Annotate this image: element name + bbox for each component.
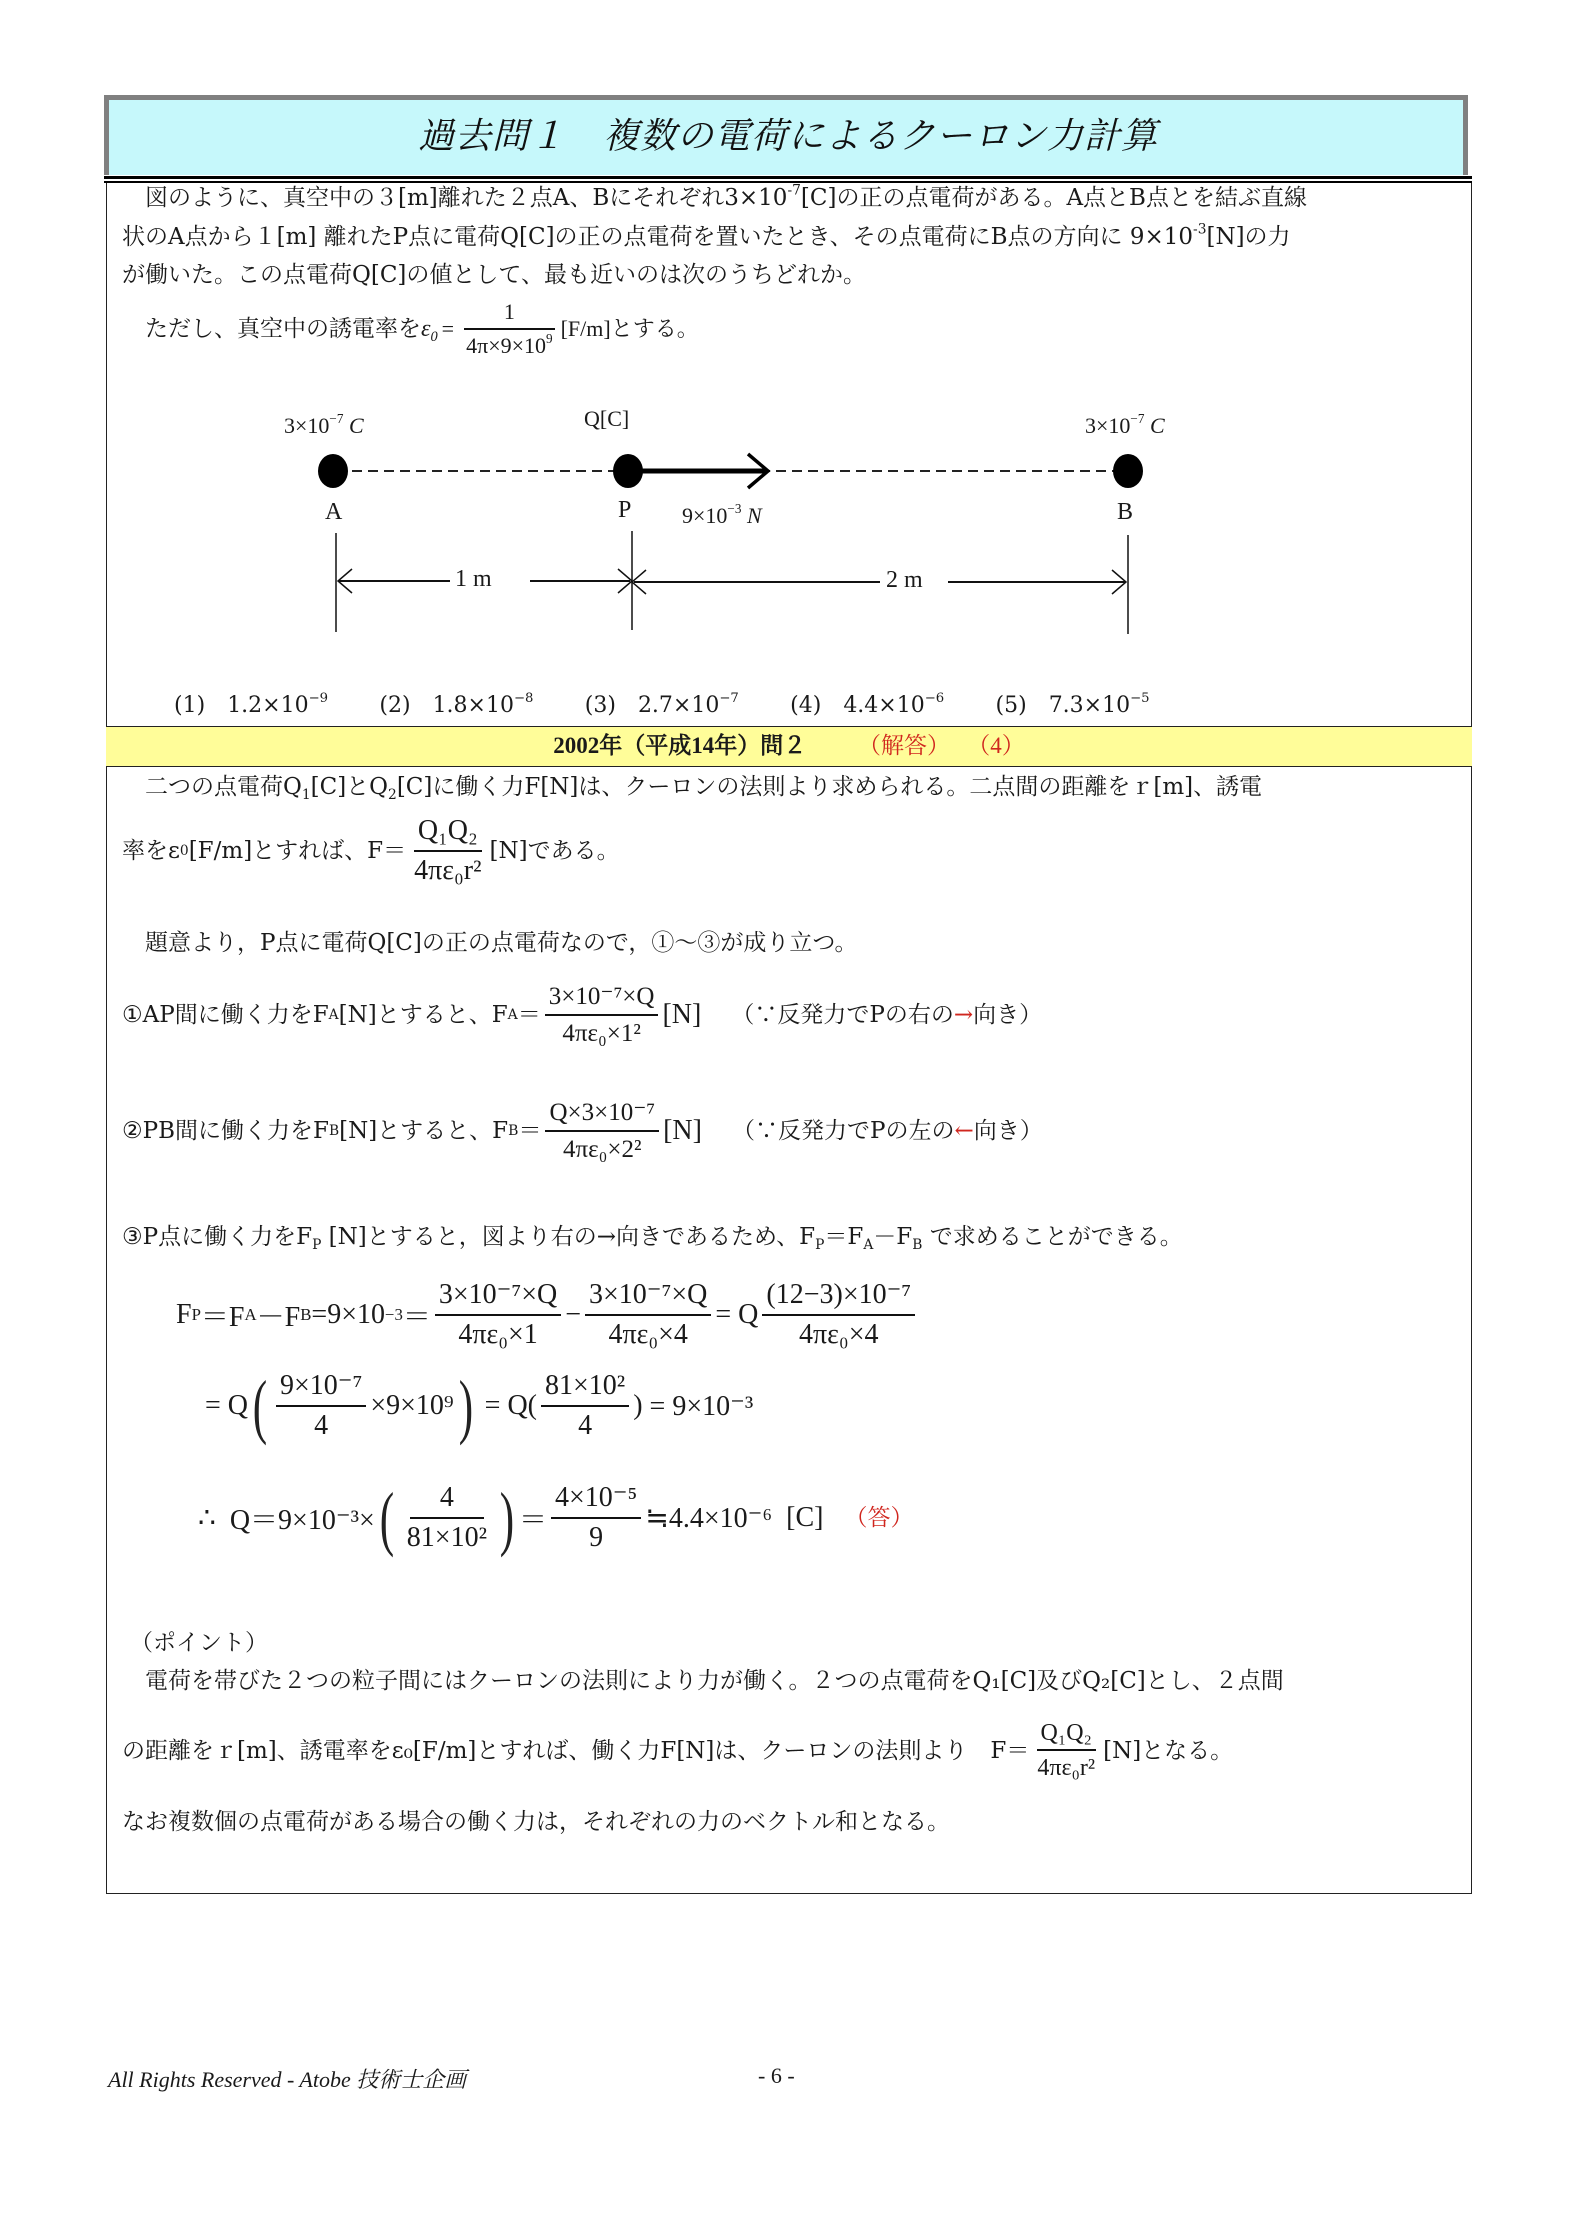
step2-fraction [545,1099,659,1163]
point-coulomb-fraction [1033,1720,1099,1782]
text: [N]となる。 [1103,1737,1234,1764]
problem-text: 状のA点から１[m] 離れたP点に電荷Q[C]の正の点電荷を置いたとき、その点電荷にB点の方向に 9×10 [122,224,1194,250]
subscript: 0 [430,329,438,346]
therefore-symbol: ∴ [198,1503,216,1534]
point-b-label: B [1117,499,1134,525]
subscript: P [312,1236,322,1253]
choice-number: (2) [379,693,411,718]
unit: C [348,413,364,438]
text: ③P点に働く力をF [122,1224,313,1250]
problem-text: [C]の正の点電荷がある。A点とB点とを結ぶ直線 [800,185,1307,211]
coulomb-fraction [410,816,485,887]
fraction-numerator: 3×10⁻⁷×Q [545,983,659,1016]
unit: [C] [786,1502,824,1533]
text: ②PB間に働く力をF [122,1118,329,1144]
text: ＝F [200,1302,245,1334]
page-title: 過去問１ 複数の電荷によるクーロン力計算 [417,116,1158,157]
unit: [N] [662,999,702,1030]
note-text: 向き） [973,1002,1043,1028]
text: ≒4.4×10⁻⁶ [645,1503,773,1534]
exponent: −3 [727,501,742,517]
choice-value: 4.4×10 [843,693,925,718]
fraction-numerator: 4×10⁻⁵ [551,1483,641,1519]
exponent: −5 [1130,691,1150,707]
charge-value: 3×10 [284,413,330,438]
text: [N]とすると，図より右の→向きであるため、F [321,1224,816,1250]
problem-line-3: が働いた。この点電荷Q[C]の値として、最も近いのは次のうちどれか。 [122,262,866,288]
calc-line-3 [198,1478,914,1558]
charge-dot-a [318,454,348,488]
solution-step-2: ②PB間に働く力をF B [N]とすると、F B ＝ $\frac{\text{Q×3×10⁻⁷}}{\text{4πε₀×2²}}$ [N] （∵反発力でPの左の ← 向き） [122,1099,1043,1163]
right-arrow-icon: → [953,1002,974,1028]
problem-text: 図のように、真空中の３[m]離れた２点A、Bにそれぞれ3×10 [145,185,788,211]
text: [N]とすると、F [338,1002,508,1028]
choice-1[interactable] [174,691,328,721]
charge-a-label [284,413,364,439]
exponent: −6 [924,691,945,707]
minus-sign: − [565,1299,582,1331]
equals-sign: ＝ [518,1118,542,1144]
fraction-denominator: 4πε₀×1 [458,1318,538,1350]
equals-sign: ＝ [402,1302,431,1334]
calc-line-1: F P ＝F A －F B =9×10 −3 ＝ $\frac{\text{3×10⁻⁷×Q}}{\text{4πε₀×1}}$ − $\frac{\text{3×10⁻⁷×Q}}{\text{4πε₀×4}}$ = Q $\frac{\text{(12−3)×10⁻⁷}}{\text{4πε₀×4}}$ [176,1280,919,1351]
answer-bar [106,726,1472,767]
fraction-denominator: 4πε₀×1² [562,1019,641,1047]
point-a-label: A [325,499,343,525]
equals-q: = Q [205,1390,249,1421]
choice-value: 2.7×10 [637,693,720,718]
text: ×9×10⁹ [370,1390,454,1421]
fraction-denominator: 9 [589,1521,604,1553]
point-line-3: なお複数個の点電荷がある場合の働く力は，それぞれの力のベクトル和となる。 [122,1809,950,1835]
distance-ap-label: 1 m [455,566,492,592]
charge-p-label: Q[C] [584,406,630,431]
calc-line-2 [205,1366,754,1446]
point-line-2 [122,1720,1233,1782]
calc3-fraction-1 [403,1483,491,1554]
choice-number: (5) [995,693,1027,718]
charge-dot-b [1113,454,1143,488]
point-p-label: P [618,497,632,523]
fraction-numerator: 3×10⁻⁷×Q [585,1280,711,1316]
text: =9×10 [311,1299,385,1331]
equals-sign: ＝ [517,1002,541,1028]
solution-premise [122,928,1462,958]
unit: N [746,503,762,528]
calc1-fraction-3 [762,1280,915,1351]
left-paren: ( [379,1478,394,1558]
fraction-numerator: (12−3)×10⁻⁷ [762,1280,915,1316]
text: [F/m]とすれば、F＝ [188,838,407,865]
subscript: P [815,1236,825,1253]
exponent: -7 [787,182,801,199]
exponent: −7 [719,691,739,707]
text: Q＝9×10⁻³× [229,1505,375,1536]
text: の距離をｒ[m]、誘電率をε₀[F/m]とすれば、働く力F[N]は、クーロンの法則より F＝ [122,1737,1030,1764]
fraction-denominator: 4πε₀×4 [799,1318,879,1350]
fraction-denominator: 4πε₀×4 [608,1318,688,1350]
exponent: −7 [329,411,344,427]
note-text: （∵反発力でPの右の [731,1002,954,1028]
fraction-numerator: 1 [464,300,555,330]
solution-step-3 [122,1222,1183,1252]
exponent: -3 [1193,221,1207,238]
problem-text: ただし、真空中の誘電率を [145,316,421,343]
calc3-fraction-2 [551,1483,641,1554]
calc2-fraction-2 [541,1371,629,1442]
text: [N]である。 [489,838,620,865]
exponent: −7 [1130,411,1145,427]
left-paren: ( [252,1366,268,1446]
fraction-numerator: 81×10² [541,1371,629,1407]
calc1-fraction-2 [585,1280,711,1351]
exponent: −8 [513,691,534,707]
fraction-numerator: 3×10⁻⁷×Q [435,1280,561,1316]
solution-intro-2: 率をε 0 [F/m]とすれば、F＝ $\frac{\text{Q₁Q₂}}{\text{4πε₀r²}}$ [N]である。 [122,815,620,886]
charge-b-label [1085,413,1165,439]
exam-year: 2002年（平成14年）問２ [553,733,807,758]
subscript: 1 [301,786,311,803]
fraction-denominator: 4 [578,1409,593,1441]
unit: C [1149,413,1165,438]
calc2-fraction-1 [276,1371,366,1442]
equals-q: = Q [715,1299,759,1331]
diagram-lines [0,0,1572,700]
equals-q: = Q( [477,1390,538,1421]
denominator-text: 4π×9×10 [466,333,547,359]
text: ＝F [824,1224,864,1250]
fraction-numerator: Q₁Q₂ [414,816,482,852]
choice-2[interactable] [379,691,533,721]
fraction-denominator: 4 [314,1409,329,1441]
text: 電荷を帯びた２つの粒子間にはクーロンの法則により力が働く。２つの点電荷をQ₁[C]及びQ₂[C]とし、２点間 [145,1668,1284,1694]
answer-value: （4） [967,733,1025,758]
right-paren: ) [458,1366,473,1446]
fraction-denominator: 81×10² [406,1521,487,1553]
text: [C]とQ [310,774,389,800]
choice-number: (3) [584,693,616,718]
exponent: 9 [546,331,553,347]
choice-list [174,690,1194,721]
charge-dot-p [613,454,643,488]
choice-3[interactable] [585,691,739,721]
choice-number: (1) [174,693,206,718]
equals-sign: = [441,316,455,342]
fraction-numerator: Q×3×10⁻⁷ [545,1099,659,1132]
force-label [682,503,762,529]
step1-fraction [545,983,659,1047]
text: [N]とすると、F [339,1118,509,1144]
choice-value: 7.3×10 [1048,693,1131,718]
text: 率をε [122,838,180,865]
point-line-1 [122,1666,1462,1696]
solution-step-1: ①AP間に働く力をF A [N]とすると、F A ＝ $\frac{\text{3×10⁻⁷×Q}}{\text{4πε₀×1²}}$ [N] （∵反発力でPの右の → 向き） [122,983,1043,1047]
calc1-fraction-1 [435,1280,561,1351]
answer-label: （解答） [858,733,939,758]
unit: [N] [663,1115,702,1146]
copyright-text: All Rights Reserved - Atobe 技術士企画 [108,2067,467,2092]
text: 題意より，P点に電荷Q[C]の正の点電荷なので，①〜③が成り立つ。 [145,930,858,956]
subscript: 2 [388,786,397,803]
equals-sign: ＝ [518,1505,547,1536]
text: 二つの点電荷Q [145,774,302,800]
text: = 9×10⁻³ [649,1391,754,1422]
fraction-numerator: Q₁Q₂ [1037,1720,1096,1751]
note-text: （∵反発力でPの左の [731,1118,955,1144]
text: F [176,1299,192,1331]
page-number: - 6 - [758,2063,795,2088]
text: [C]に働く力F[N]は、クーロンの法則より求められる。二点間の距離をｒ[m]、誘電 [396,774,1263,800]
text: －F [256,1302,301,1334]
fraction-numerator: 9×10⁻⁷ [276,1371,366,1407]
subscript: A [863,1236,874,1253]
answer-marker: （答） [844,1505,914,1530]
fraction-denominator: 4πε₀r² [414,854,482,886]
force-value: 9×10 [682,503,728,528]
right-paren: ) [633,1390,650,1421]
text: で求めることができる。 [929,1224,1183,1250]
choice-value: 1.8×10 [432,693,514,718]
choice-4[interactable] [790,691,944,721]
exponent: −9 [308,691,329,707]
charge-value: 3×10 [1085,413,1131,438]
left-arrow-icon: ← [954,1118,974,1144]
right-paren: ) [499,1478,515,1558]
text: ①AP間に働く力をF [122,1002,329,1028]
fraction-numerator: 4 [410,1483,484,1519]
eps-glyph: ε [421,316,431,343]
subscript: B [912,1236,923,1253]
choice-value: 1.2×10 [227,693,309,718]
text: －F [873,1224,913,1250]
problem-text: [N]の力 [1206,224,1291,250]
solution-intro-1 [122,772,1462,802]
choice-number: (4) [790,693,822,718]
fraction-denominator: 4πε₀×2² [563,1135,642,1163]
note-text: 向き） [973,1118,1043,1144]
point-heading: （ポイント） [130,1630,268,1656]
choice-5[interactable] [996,691,1150,721]
distance-pb-label: 2 m [886,567,923,593]
unit-text: [F/m]とする。 [560,316,699,342]
fraction-denominator: 4πε₀r² [1037,1755,1096,1782]
